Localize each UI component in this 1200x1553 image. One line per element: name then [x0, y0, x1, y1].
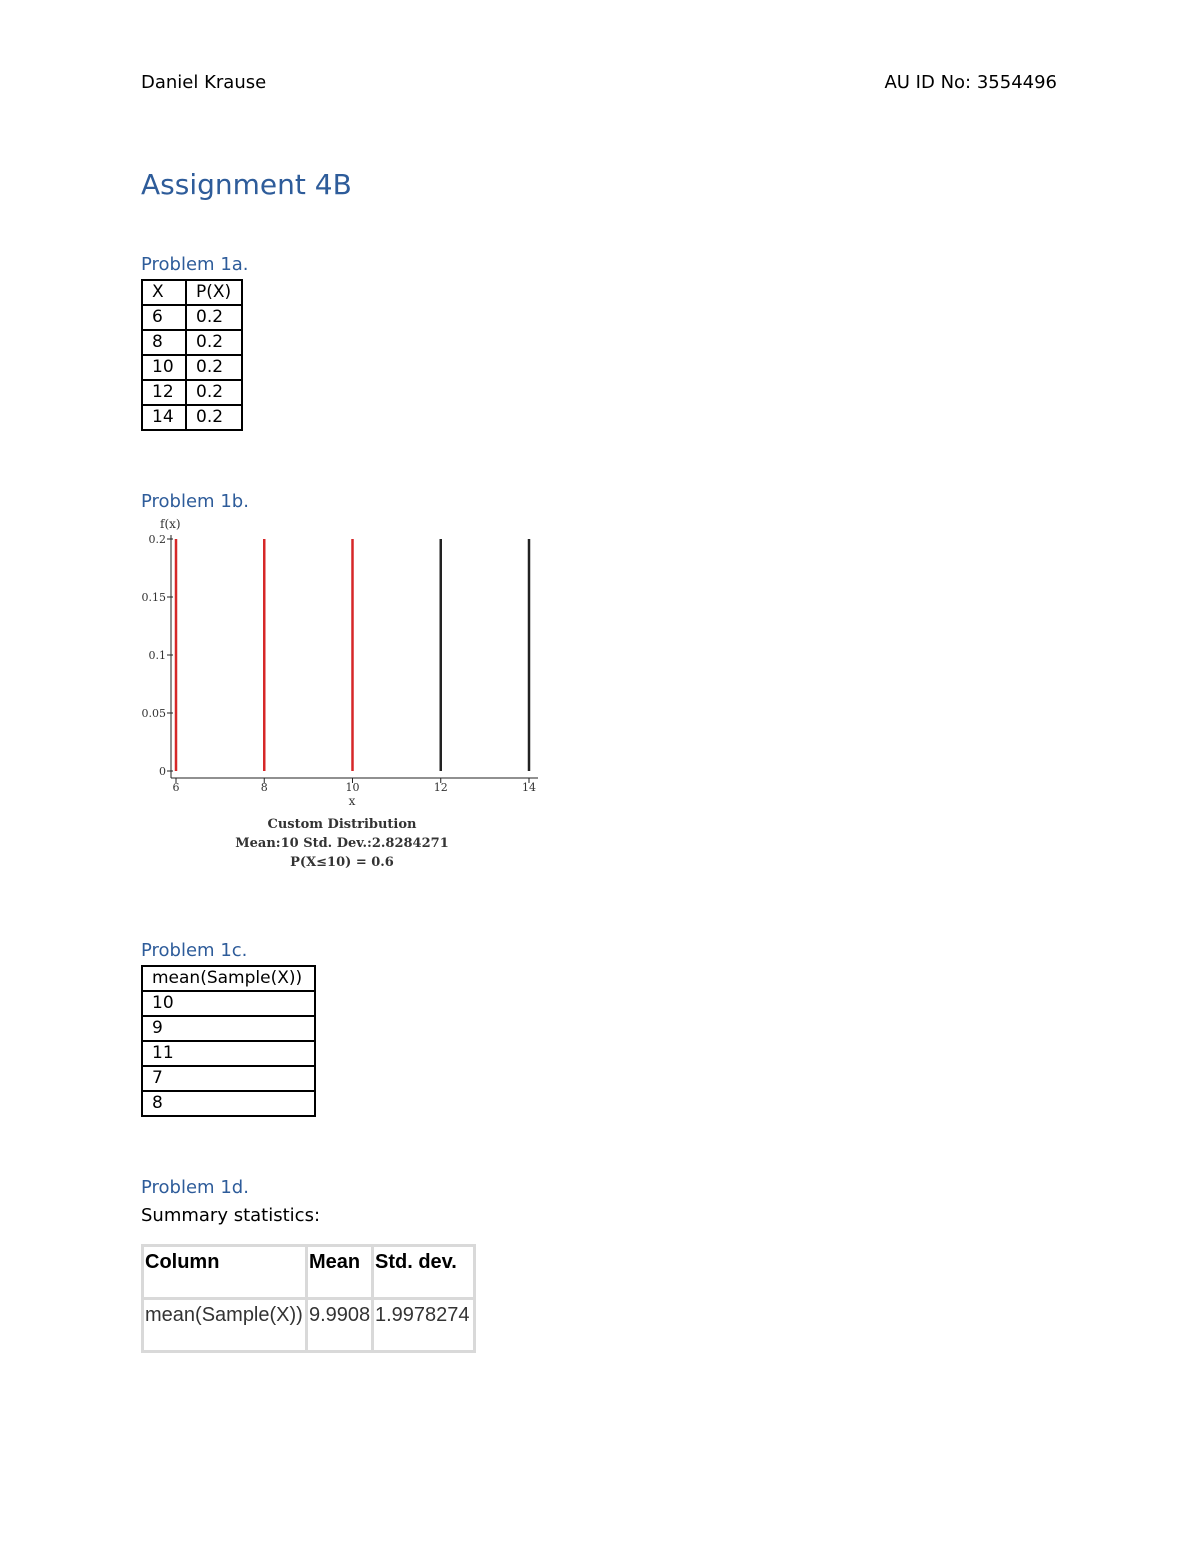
column-header-std-dev: Std. dev.	[373, 1246, 475, 1299]
table-row	[142, 1041, 315, 1066]
problem-1b-heading: Problem 1b.	[141, 491, 249, 512]
table-row	[142, 305, 242, 330]
cell-x: 12	[142, 380, 186, 405]
y-tick-label: 0	[159, 765, 166, 778]
table-header-row	[143, 1246, 475, 1299]
x-tick-label: 14	[522, 781, 536, 794]
cell-sample-mean: 8	[142, 1091, 315, 1116]
y-tick-label: 0.05	[141, 707, 166, 720]
cell-px: 0.2	[186, 355, 242, 380]
y-tick-label: 0.1	[148, 649, 166, 662]
problem-1c-heading: Problem 1c.	[141, 940, 248, 961]
table-row	[142, 330, 242, 355]
y-axis-label: f(x)	[160, 517, 181, 531]
cell-std-dev: 1.9978274	[373, 1299, 475, 1352]
table-row	[142, 1066, 315, 1091]
problem-1a-heading: Problem 1a.	[141, 254, 249, 275]
cell-px: 0.2	[186, 305, 242, 330]
cell-x: 8	[142, 330, 186, 355]
cell-sample-mean: 11	[142, 1041, 315, 1066]
column-header-mean: Mean	[307, 1246, 373, 1299]
table-row	[142, 991, 315, 1016]
cell-px: 0.2	[186, 405, 242, 430]
column-header-column: Column	[143, 1246, 307, 1299]
table-row	[142, 380, 242, 405]
table-header-row	[142, 280, 242, 305]
table-row	[142, 1016, 315, 1041]
chart-caption-probability: P(X≤10) = 0.6	[290, 855, 394, 870]
table-row	[143, 1299, 475, 1352]
cell-sample-mean: 7	[142, 1066, 315, 1091]
cell-x: 10	[142, 355, 186, 380]
cell-px: 0.2	[186, 330, 242, 355]
au-id: AU ID No: 3554496	[884, 72, 1057, 93]
chart-caption-title: Custom Distribution	[267, 817, 417, 832]
probability-table	[141, 279, 243, 431]
column-header-px: P(X)	[186, 280, 242, 305]
sample-means-table	[141, 965, 316, 1117]
distribution-chart	[140, 515, 560, 875]
x-tick-label: 10	[345, 781, 360, 794]
x-tick-label: 8	[260, 781, 268, 794]
x-tick-label: 6	[172, 781, 180, 794]
chart-axes	[171, 535, 538, 778]
cell-sample-mean: 10	[142, 991, 315, 1016]
cell-mean: 9.9908	[307, 1299, 373, 1352]
chart-caption-stats: Mean:10 Std. Dev.:2.8284271	[235, 836, 449, 851]
table-row	[142, 405, 242, 430]
cell-x: 6	[142, 305, 186, 330]
cell-sample-mean: 9	[142, 1016, 315, 1041]
cell-column-name: mean(Sample(X))	[143, 1299, 307, 1352]
column-header-x: X	[142, 280, 186, 305]
summary-statistics-table	[141, 1244, 476, 1353]
problem-1d-heading: Problem 1d.	[141, 1177, 249, 1198]
cell-x: 14	[142, 405, 186, 430]
page-title: Assignment 4B	[141, 168, 352, 201]
x-ticks	[173, 778, 537, 794]
x-tick-label: 12	[433, 781, 448, 794]
y-tick-label: 0.15	[141, 591, 166, 604]
author-name: Daniel Krause	[141, 72, 267, 93]
table-header-row	[142, 966, 315, 991]
x-axis-label: x	[348, 794, 356, 808]
cell-px: 0.2	[186, 380, 242, 405]
table-row	[142, 1091, 315, 1116]
bars	[176, 539, 529, 771]
table-row	[142, 355, 242, 380]
y-tick-label: 0.2	[148, 533, 166, 546]
summary-statistics-label: Summary statistics:	[141, 1205, 321, 1226]
y-ticks	[142, 533, 174, 778]
column-header-sample-mean: mean(Sample(X))	[142, 966, 315, 991]
